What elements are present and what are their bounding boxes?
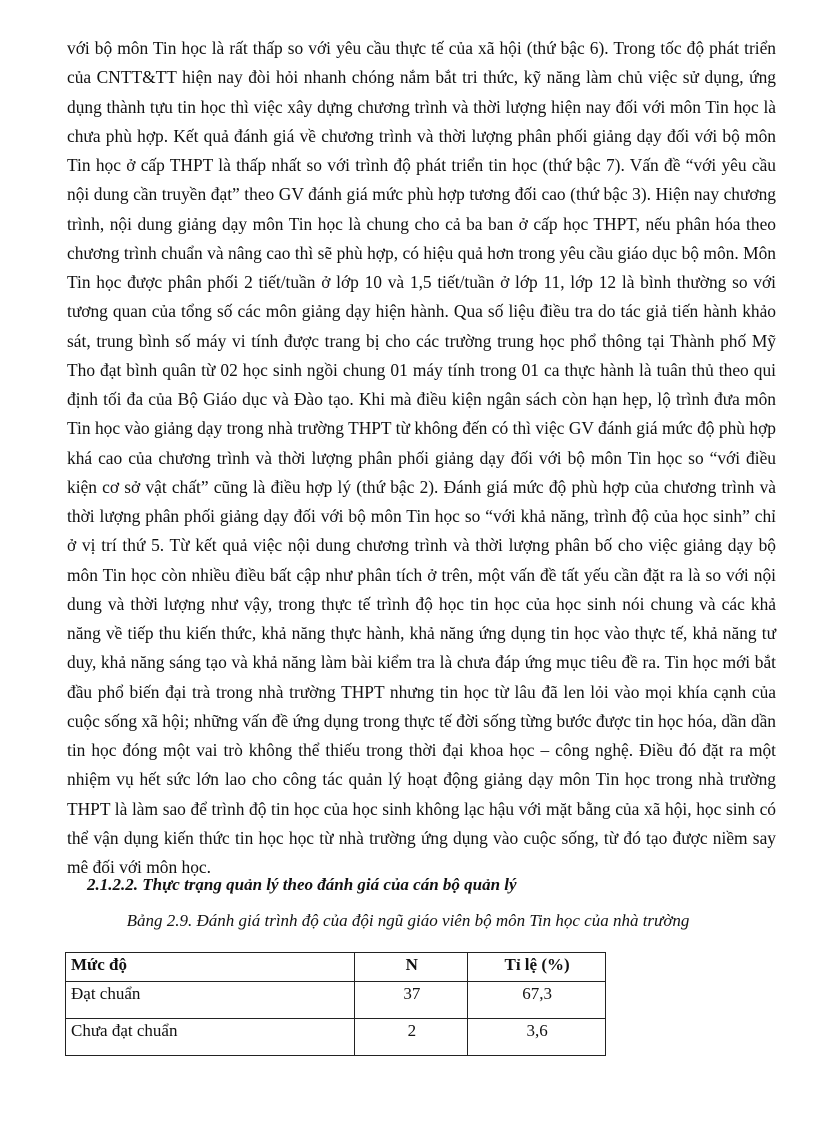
section-heading: 2.1.2.2. Thực trạng quản lý theo đánh giá của cán bộ quản lý [87,875,517,894]
table-row [66,982,606,1019]
cell-level: Chưa đạt chuẩn [66,1019,355,1056]
header-percent: Tỉ lệ (%) [468,953,606,982]
table-header-row [66,953,606,982]
cell-percent: 67,3 [468,982,606,1019]
cell-n: 37 [355,982,468,1019]
table-caption: Bảng 2.9. Đánh giá trình độ của đội ngũ giáo viên bộ môn Tin học của nhà trường [126,911,690,930]
header-n: N [355,953,468,982]
cell-n: 2 [355,1019,468,1056]
table-row [66,1019,606,1056]
teacher-level-table [65,952,606,1056]
body-paragraph: với bộ môn Tin học là rất thấp so với yêu cầu thực tế của xã hội (thứ bậc 6). Trong tốc độ phát triển của CNTT&TT hiện nay đòi hỏi nhanh chóng nắm bắt tri thức, kỹ năng làm chủ việc sử dụng, ứng dụng thành tựu tin học thì việc xây dựng chương trình và thời lượng hiện nay đối với môn Tin học là chưa phù hợp. Kết quả đánh giá về chương trình và thời lượng phân phối giảng dạy đối với bộ môn Tin học ở cấp THPT là thấp nhất so với trình độ phát triển tin học (thứ bậc 7). Vấn đề “với yêu cầu nội dung cần truyền đạt” theo GV đánh giá mức phù hợp tương đối cao (thứ bậc 3). Hiện nay chương trình, nội dung giảng dạy môn Tin học là chung cho cả ba ban ở cấp học THPT, nếu phân hóa theo chương trình chuẩn và nâng cao thì sẽ phù hợp, có hiệu quả hơn trong yêu cầu giáo dục bộ môn. Môn Tin học được phân phối 2 tiết/tuần ở lớp 10 và 1,5 tiết/tuần ở lớp 11, lớp 12 là bình thường so với tương quan của tổng số các môn giảng dạy hiện hành. Qua số liệu điều tra do tác giả tiến hành khảo sát, trung bình số máy vi tính được trang bị cho các trường trung học phổ thông tại Thành phố Mỹ Tho đạt bình quân từ 02 học sinh ngồi chung 01 máy tính trong 01 ca thực hành là tuân thủ theo qui định tối đa của Bộ Giáo dục và Đào tạo. Khi mà điều kiện ngân sách còn hạn hẹp, lộ trình đưa môn Tin học vào giảng dạy trong nhà trường THPT từ không đến có thì việc GV đánh giá mức độ phù hợp khá cao của chương trình và thời lượng phân phối giảng dạy đối với bộ môn Tin học so “với điều kiện cơ sở vật chất” cũng là điều hợp lý (thứ bậc 2). Đánh giá mức độ phù hợp của chương trình và thời lượng phân phối giảng dạy đối với bộ môn Tin học so “với khả năng, trình độ của học sinh” chỉ ở vị trí thứ 5. Từ kết quả việc nội dung chương trình và thời lượng phân bố cho việc giảng dạy bộ môn Tin học còn nhiều điều bất cập như phân tích ở trên, một vấn đề tất yếu cần đặt ra là so với nội dung và thời lượng như vậy, trong thực tế trình độ học tin học của học sinh nói chung và các khả năng về tiếp thu kiến thức, khả năng thực hành, khả năng ứng dụng tin học vào thực tế, khả năng tư duy, khả năng sáng tạo và khả năng làm bài kiểm tra là chưa đáp ứng mục tiêu đề ra. Tin học mới bắt đầu phổ biến đại trà trong nhà trường THPT nhưng tin học từ lâu đã len lỏi vào mọi khía cạnh của cuộc sống xã hội; những vấn đề ứng dụng trong thực tế đời sống từng bước được tin học hóa, dần dần tin học đóng một vai trò không thể thiếu trong thời đại khoa học – công nghệ. Điều đó đặt ra một nhiệm vụ hết sức lớn lao cho công tác quản lý hoạt động giảng dạy môn Tin học trong nhà trường THPT là làm sao để trình độ tin học của học sinh không lạc hậu với mặt bằng của xã hội, học sinh có thể vận dụng kiến thức tin học học từ nhà trường ứng dụng vào cuộc sống, từ đó tạo được niềm say mê đối với môn học. [67,38,776,877]
cell-level: Đạt chuẩn [66,982,355,1019]
header-level: Mức độ [66,953,355,982]
cell-percent: 3,6 [468,1019,606,1056]
